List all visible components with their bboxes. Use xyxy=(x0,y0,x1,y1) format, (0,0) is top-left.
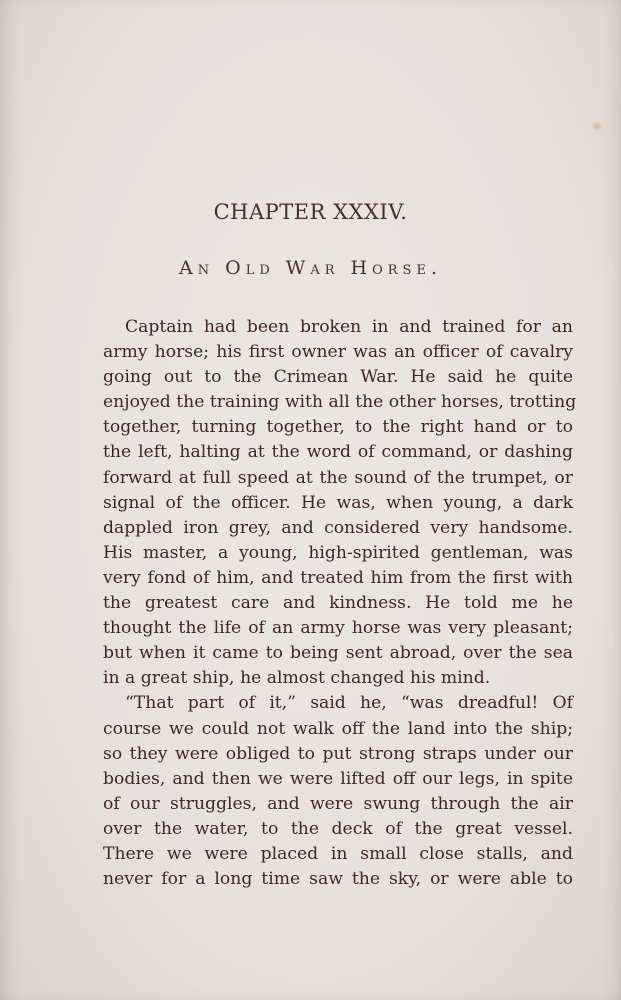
text-line: never for a long time saw the sky, or were able to xyxy=(103,869,573,890)
text-line: forward at full speed at the sound of the trumpet, or xyxy=(103,467,573,488)
text-line: dappled iron grey, and considered very handsome. xyxy=(103,517,573,538)
text-line: There we were placed in small close stalls, and xyxy=(103,843,573,864)
text-line: together, turning together, to the right hand or to xyxy=(103,417,573,438)
text-line: but when it came to being sent abroad, over the sea xyxy=(103,643,573,664)
text-line: going out to the Crimean War. He said he quite xyxy=(103,367,573,388)
text-line: Captain had been broken in and trained for an xyxy=(125,317,573,337)
chapter-subtitle: An Old War Horse. xyxy=(178,257,442,279)
text-line: bodies, and then we were lifted off our legs, in spite xyxy=(103,768,573,789)
paper-stain xyxy=(592,120,602,132)
text-line: over the water, to the deck of the great vessel. xyxy=(103,818,573,839)
text-line: in a great ship, he almost changed his mind. xyxy=(103,668,491,689)
text-line: very fond of him, and treated him from the first with xyxy=(103,567,573,588)
text-line: enjoyed the training with all the other horses, trotting xyxy=(103,392,577,413)
text-line: the left, halting at the word of command, or dashing xyxy=(103,442,573,463)
chapter-title: CHAPTER XXXIV. xyxy=(213,200,408,224)
text-line: so they were obliged to put strong straps under our xyxy=(103,743,573,764)
text-line: course we could not walk off the land into the ship; xyxy=(103,718,573,739)
text-line: the greatest care and kindness. He told me he xyxy=(103,593,573,614)
text-line: of our struggles, and were swung through the air xyxy=(103,793,573,814)
text-line: army horse; his first owner was an officer of cavalry xyxy=(103,342,573,363)
text-line: thought the life of an army horse was very pleasant; xyxy=(103,618,573,639)
text-line: His master, a young, high-spirited gentleman, was xyxy=(103,542,573,563)
body-text xyxy=(103,315,577,892)
text-line: “That part of it,” said he, “was dreadful! Of xyxy=(125,693,573,714)
text-line: signal of the officer. He was, when young, a dark xyxy=(103,492,573,513)
